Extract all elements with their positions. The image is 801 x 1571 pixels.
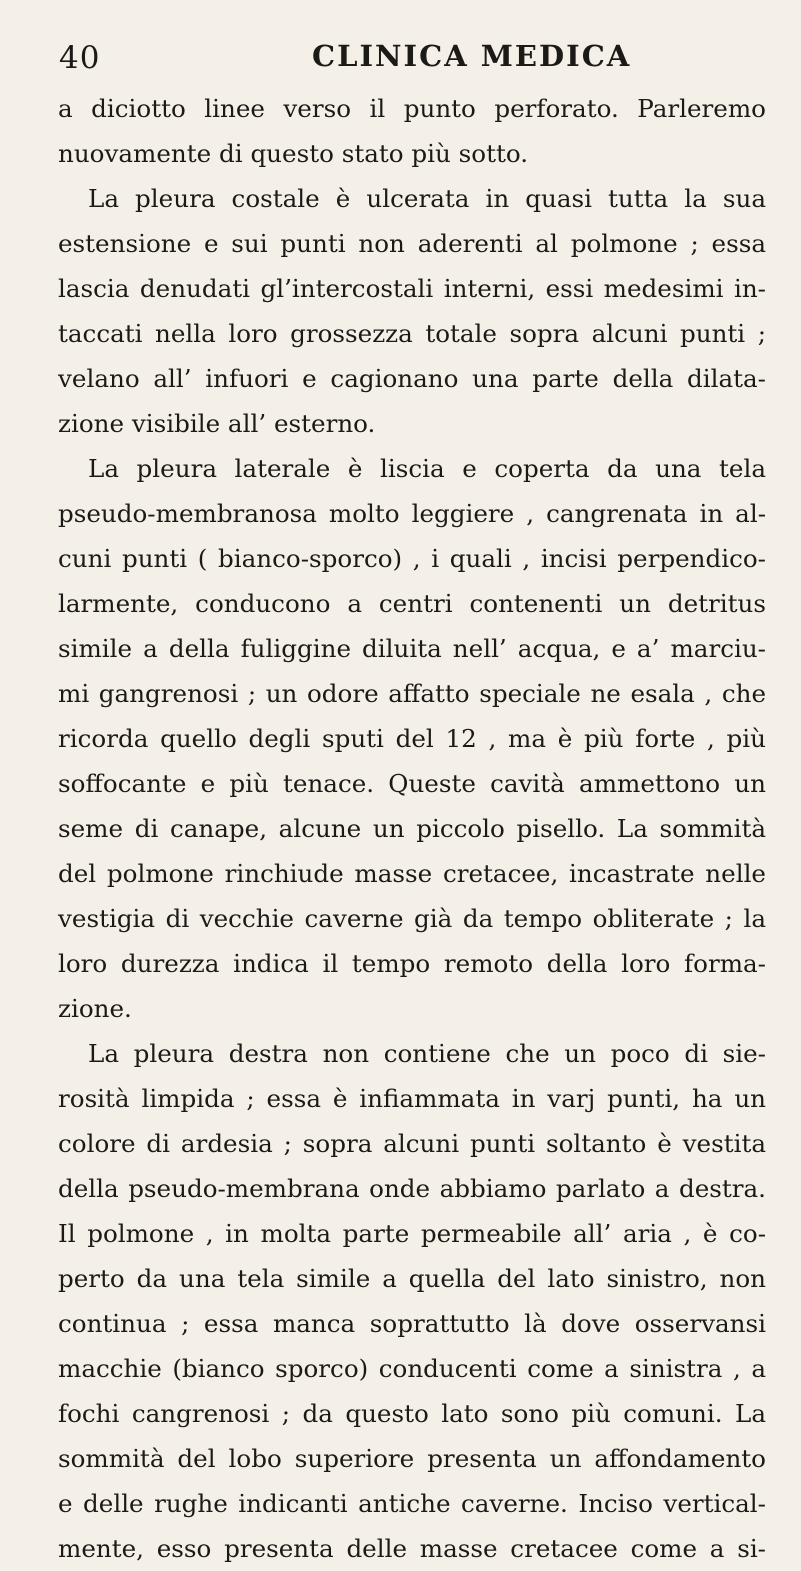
text-line: loro durezza indica il tempo remoto della loro forma- bbox=[58, 949, 766, 978]
text-line: La pleura destra non contiene che un poco di sie- bbox=[88, 1039, 766, 1068]
text-line: perto da una tela simile a quella del lato sinistro, non bbox=[58, 1264, 766, 1293]
text-line: ricorda quello degli sputi del 12 , ma è più forte , più bbox=[58, 724, 766, 753]
text-line: pseudo-membranosa molto leggiere , cangrenata in al- bbox=[58, 499, 766, 528]
text-line: seme di canape, alcune un piccolo pisello. La sommità bbox=[58, 814, 766, 843]
running-title: CLINICA MEDICA bbox=[312, 39, 632, 73]
text-line: mi gangrenosi ; un odore affatto speciale ne esala , che bbox=[58, 679, 766, 708]
body-text bbox=[58, 86, 766, 1571]
text-line: fochi cangrenosi ; da questo lato sono più comuni. La bbox=[58, 1399, 766, 1428]
text-line: colore di ardesia ; sopra alcuni punti soltanto è vestita bbox=[58, 1129, 766, 1158]
text-line: rosità limpida ; essa è infiammata in varj punti, ha un bbox=[58, 1084, 766, 1113]
text-line: nuovamente di questo stato più sotto. bbox=[58, 139, 529, 168]
text-line: del polmone rinchiude masse cretacee, incastrate nelle bbox=[58, 859, 766, 888]
text-line: cuni punti ( bianco-sporco) , i quali , incisi perpendico- bbox=[58, 544, 766, 573]
text-line: estensione e sui punti non aderenti al polmone ; essa bbox=[58, 229, 766, 258]
text-line: lascia denudati gl’intercostali interni, essi medesimi in- bbox=[58, 274, 766, 303]
text-line: sommità del lobo superiore presenta un affondamento bbox=[58, 1444, 766, 1473]
text-line: vestigia di vecchie caverne già da tempo obliterate ; la bbox=[58, 904, 766, 933]
page-number: 40 bbox=[59, 40, 101, 76]
text-line: velano all’ infuori e cagionano una parte della dilata- bbox=[58, 364, 766, 393]
text-line: soffocante e più tenace. Queste cavità ammettono un bbox=[58, 769, 766, 798]
text-line: La pleura costale è ulcerata in quasi tutta la sua bbox=[88, 184, 766, 213]
text-line: a diciotto linee verso il punto perforato. Parleremo bbox=[58, 94, 766, 123]
text-line: zione. bbox=[58, 994, 132, 1023]
text-line: simile a della fuliggine diluita nell’ acqua, e a’ marciu- bbox=[58, 634, 766, 663]
text-line: macchie (bianco sporco) conducenti come a sinistra , a bbox=[58, 1354, 766, 1383]
text-line: larmente, conducono a centri contenenti un detritus bbox=[58, 589, 766, 618]
text-line: della pseudo-membrana onde abbiamo parlato a destra. bbox=[58, 1174, 766, 1203]
text-line: La pleura laterale è liscia e coperta da una tela bbox=[88, 454, 766, 483]
text-line: zione visibile all’ esterno. bbox=[58, 409, 376, 438]
text-line: continua ; essa manca soprattutto là dove osservansi bbox=[58, 1309, 766, 1338]
text-line: e delle rughe indicanti antiche caverne. Inciso vertical- bbox=[58, 1489, 766, 1518]
text-line: taccati nella loro grossezza totale sopra alcuni punti ; bbox=[58, 319, 766, 348]
text-line: mente, esso presenta delle masse cretacee come a si- bbox=[58, 1534, 766, 1563]
text-line: Il polmone , in molta parte permeabile all’ aria , è co- bbox=[58, 1219, 766, 1248]
